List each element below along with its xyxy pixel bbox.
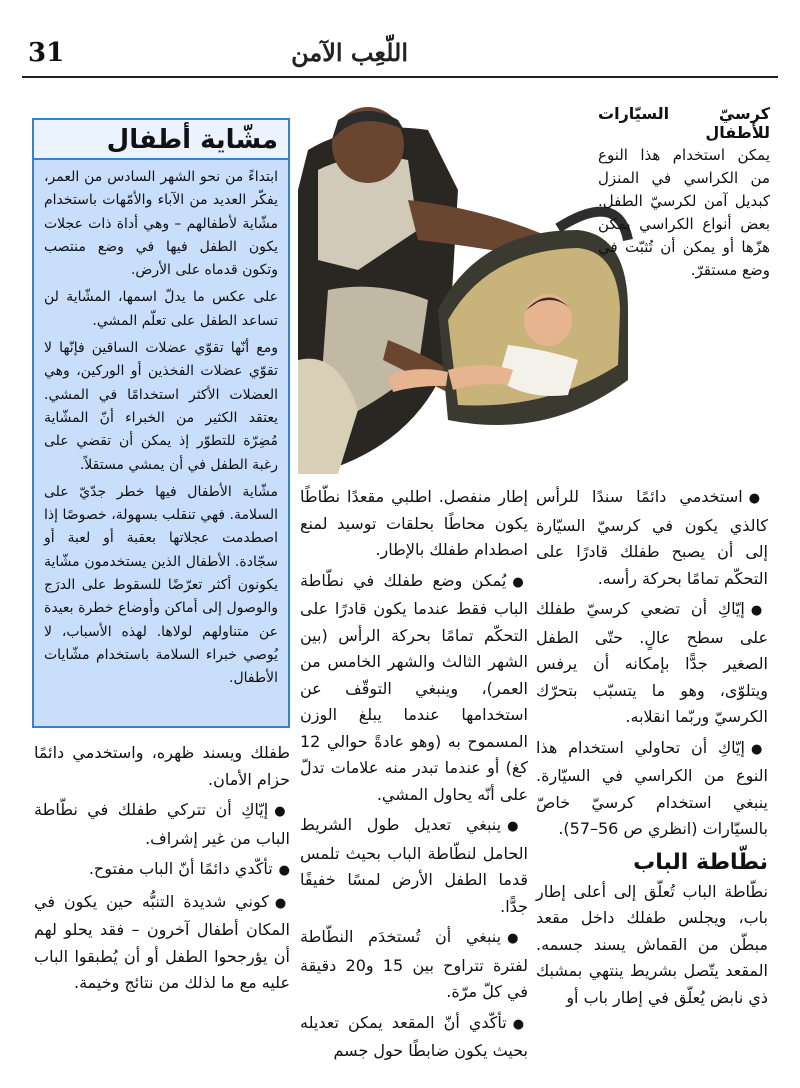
car-seat-title: كرسيّ السيّارات للأطفال xyxy=(598,104,770,142)
car-seat-intro-text: يمكن استخدام هذا النوع من الكراسي في المنزل كبديل آمن لكرسيّ الطفل. بعض أنواع الكراسي يمكن هزّها أو يمكن أن تُثبّت في وضع مستقرّ. xyxy=(598,146,770,279)
bullet-icon: ● xyxy=(278,863,290,878)
column-left xyxy=(34,740,290,1074)
sidebar-paragraph: على عكس ما يدلّ اسمها، المشّاية لن تساعد الطفل على تعلّم المشي. xyxy=(44,289,278,329)
bullet-icon: ● xyxy=(750,603,768,618)
list-item-text: يُمكن وضع طفلك في نطّاطة الباب فقط عندما يكون قادرًا على التحكّم تمامًا بحركة الرأس (بين الشهر الثالث والشهر الخامس من العمر)، وينبغي التوقّف عن استخدامها عندما يبلغ الوزن المسموح به (وهو عادةً حوالي 12 كغ) أو عندما تبدر منه علامات تدلّ على أنّه يحاول المشي. xyxy=(300,570,528,804)
list-item-text: ينبغي أن تُستخدَم النطّاطة لفترة تتراوح بين 15 و20 دقيقة في كلّ مرّة. xyxy=(300,927,528,1001)
sidebar-paragraph: ابتداءً من نحو الشهر السادس من العمر، يفكّر العديد من الآباء والأمّهات باستخدام مشّاية لأطفالهم – وهي أداة ذات عجلات يكون الطفل فيها في وضع منتصب وتكون قدماه على الأرض. xyxy=(44,169,278,279)
list-item-text: كوني شديدة التنبُّه حين يكون في المكان أطفال آخرون – فقد يحلو لهم أن يؤرجحوا الطفل أو أن يُطبقوا الباب عليه مع ما لذلك من نتائج وخيمة. xyxy=(34,891,290,992)
list-item xyxy=(536,735,768,843)
bullet-icon: ● xyxy=(274,804,291,819)
page-number: 31 xyxy=(28,38,65,68)
left-lead-text: طفلك ويسند ظهره، واستخدمي دائمًا حزام الأمان. xyxy=(34,743,290,789)
list-item-text: إيّاكِ أن تحاولي استخدام هذا النوع من الكراسي في السيّارة. ينبغي استخدام كرسيّ خاصّ بالسيّارات (انظري ص 56–57). xyxy=(536,737,768,838)
car-seat-intro xyxy=(598,104,770,279)
list-item xyxy=(300,924,528,1006)
photo-grandmother-baby-car-seat xyxy=(298,110,628,474)
photo-illustration xyxy=(298,110,628,474)
list-item-text: تأكّدي أنّ المقعد يمكن تعديله بحيث يكون ضابطًا حول جسم xyxy=(300,1012,528,1060)
column-right xyxy=(536,484,768,1074)
sidebar-paragraph: ومع أنّها تقوّي عضلات الساقين فإنّها لا تقوّي عضلات الفخذين أو الوركين، وهي العضلات الأكثر استخدامًا في المشي. يعتقد الكثير من الخبراء أنّ المشّاية مُضِرّة للتطوّر إذ يمكن أن تقضي على رغبة الطفل في أن يمشي مستقلاً. xyxy=(44,340,278,473)
list-item xyxy=(536,484,768,592)
list-item-text: تأكّدي دائمًا أنّ الباب مفتوح. xyxy=(88,859,273,878)
list-item-text: إيّاكِ أن تتركي طفلك في نطّاطة الباب من غير إشراف. xyxy=(34,800,290,848)
list-item-text: إيّاكِ أن تضعي كرسيّ طفلك على سطح عالٍ. حتّى الطفل الصغير جدًّا بإمكانه أن يرفس ويتلوّى، وهو ما يتسبّب بتحرّك الكرسيّ وربّما انقلابه. xyxy=(536,599,768,726)
list-item xyxy=(34,856,290,885)
middle-lead-text: إطار منفصل. اطلبي مقعدًا نطّاطًا يكون محاطًا بحلقات توسيد لمنع اصطدام طفلك بالإطار. xyxy=(300,487,528,559)
header-rule xyxy=(22,76,778,78)
bullet-icon: ● xyxy=(750,741,768,757)
bullet-icon: ● xyxy=(507,819,529,834)
column-middle xyxy=(300,484,528,1074)
baby-walker-sidebar xyxy=(32,118,290,728)
list-item xyxy=(300,568,528,809)
sidebar-title: مشّاية أطفال xyxy=(106,125,278,155)
sidebar-body xyxy=(34,160,288,691)
sidebar-header xyxy=(34,120,288,160)
list-item xyxy=(34,797,290,852)
door-bouncer-text: نطّاطة الباب تُعلّق إلى أعلى إطار باب، ويجلس طفلك داخل مقعد مبطّن من القماش يسند جسمه. المقعد يتّصل بشريط ينتهي بمشبك ذي نابض يُعلّق في إطار باب أو xyxy=(536,881,768,1007)
bullet-icon: ● xyxy=(507,931,529,946)
running-title: اللّعِب الآمن xyxy=(291,38,408,67)
door-bouncer-heading: نطّاطة الباب xyxy=(633,849,768,875)
list-item xyxy=(536,596,768,731)
bullet-icon: ● xyxy=(748,491,768,506)
list-item-text: استخدمي دائمًا سندًا للرأس كالذي يكون في كرسيّ السيّارة إلى أن يصبح طفلك قادرًا على التحكّم تمامًا بحركة رأسه. xyxy=(536,487,768,588)
list-item-text: ينبغي تعديل طول الشريط الحامل لنطّاطة الباب بحيث تلمس قدما الطفل الأرض لمسًا خفيفًا جدًّا. xyxy=(300,815,528,916)
list-item xyxy=(34,889,290,997)
sidebar-paragraph: مشّاية الأطفال فيها خطر جدّيّ على السلامة. فهي تنقلب بسهولة، خصوصًا إذا اصطدمت عجلاتها بعقبة أو لعبة أو سجّادة. الأطفال الذين يستخدمون مشّاية يكونون أكثر تعرّضًا للسقوط على الدرَج والوصول إلى أماكن وأوضاع خطرة بعيدة عن متناولهم لولاها. لهذه الأسباب، لا يُوصي خبراء السلامة باستخدام مشّايات الأطفال. xyxy=(44,483,278,687)
bullet-icon: ● xyxy=(512,1016,528,1032)
bullet-icon: ● xyxy=(512,574,528,590)
list-item xyxy=(300,1010,528,1065)
list-item xyxy=(300,812,528,920)
bullet-icon: ● xyxy=(274,895,290,911)
